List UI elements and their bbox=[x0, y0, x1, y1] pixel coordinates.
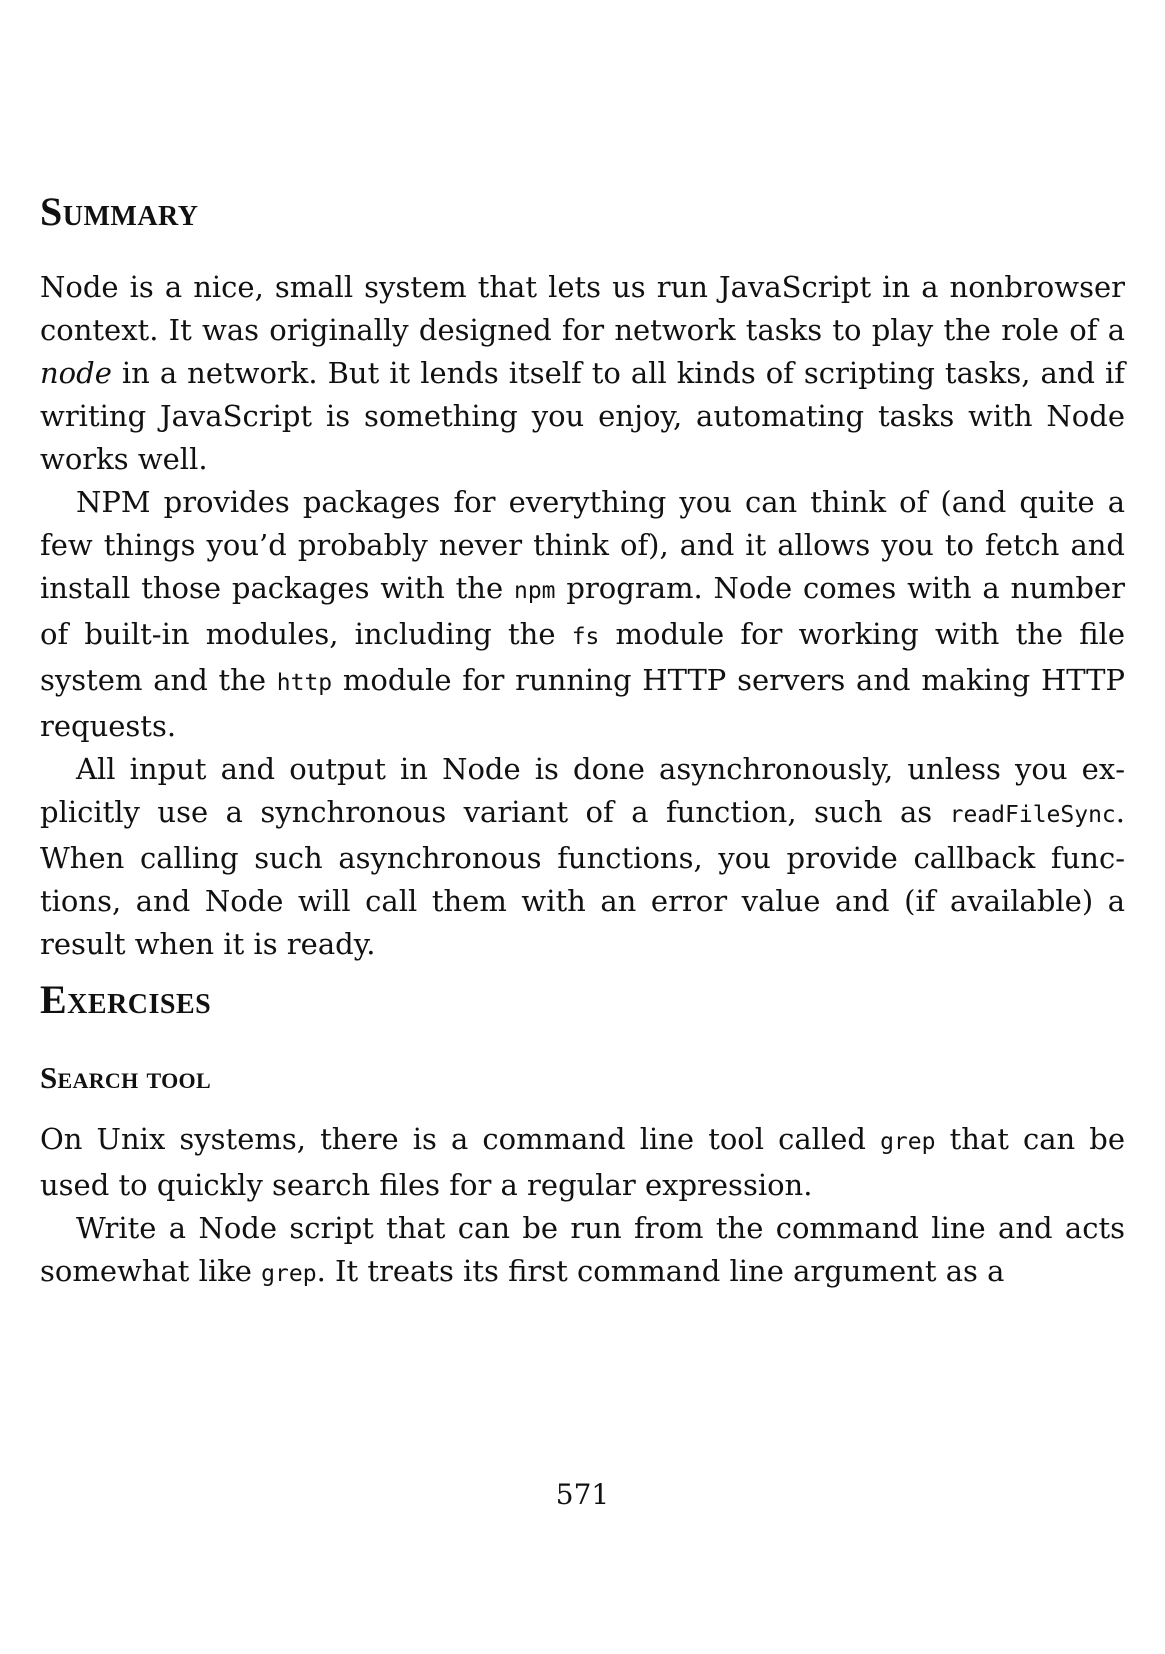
summary-body bbox=[40, 266, 1125, 966]
summary-paragraph-3 bbox=[40, 748, 1125, 966]
book-page bbox=[40, 0, 1125, 1654]
text-run: that can be used to quickly search files for a regular expression. bbox=[40, 1122, 1125, 1202]
exercises-heading: Exercises bbox=[40, 977, 212, 1022]
search-tool-paragraph-2 bbox=[40, 1207, 1125, 1296]
text-run: in a network. But it lends itself to all kinds of scripting tasks, and if writing JavaScript is something you enjoy, automating tasks with Node works well. bbox=[40, 356, 1125, 476]
page-number: 571 bbox=[555, 1478, 610, 1511]
summary-paragraph-2 bbox=[40, 481, 1125, 748]
text-run: Node is a nice, small system that lets us run JavaScript in a nonbrowser context. It was originally designed for network tasks to play the role of a bbox=[40, 270, 1125, 347]
text-run: . It treats its first command line argument as a bbox=[316, 1254, 1005, 1288]
text-run: module for running HTTP servers and making HTTP requests. bbox=[40, 663, 1125, 743]
code-http: http bbox=[276, 670, 333, 696]
text-run: . When calling such asynchronous functions, you provide callback functions, and Node will call them with an error value and (if available) a result when it is ready. bbox=[40, 795, 1125, 961]
text-run: NPM provides packages for everything you can think of (and quite a few things you’d probably never think of), and it allows you to fetch and install those packages with the bbox=[40, 485, 1125, 605]
text-run: Write a Node script that can be run from the command line and acts somewhat like bbox=[40, 1211, 1125, 1288]
search-tool-paragraph-1 bbox=[40, 1118, 1125, 1207]
code-grep: grep bbox=[261, 1261, 317, 1287]
text-run: All input and output in Node is done asynchronously, unless you explicitly use a synchronous variant of a function, such as bbox=[40, 752, 1125, 829]
summary-heading: Summary bbox=[40, 189, 199, 234]
search-tool-body bbox=[40, 1118, 1125, 1296]
code-fs: fs bbox=[571, 624, 600, 650]
code-grep: grep bbox=[880, 1129, 936, 1155]
code-npm: npm bbox=[513, 578, 556, 604]
text-run: program. Node comes with a number of built-in modules, including the bbox=[40, 571, 1125, 651]
text-run: On Unix systems, there is a command line tool called bbox=[40, 1122, 881, 1156]
code-readfilesync: readFileSync bbox=[949, 802, 1116, 828]
emphasis-node: node bbox=[40, 356, 112, 390]
summary-paragraph-1 bbox=[40, 266, 1125, 481]
text-run: module for working with the file system and the bbox=[40, 617, 1126, 697]
search-tool-heading: Search tool bbox=[40, 1060, 211, 1095]
